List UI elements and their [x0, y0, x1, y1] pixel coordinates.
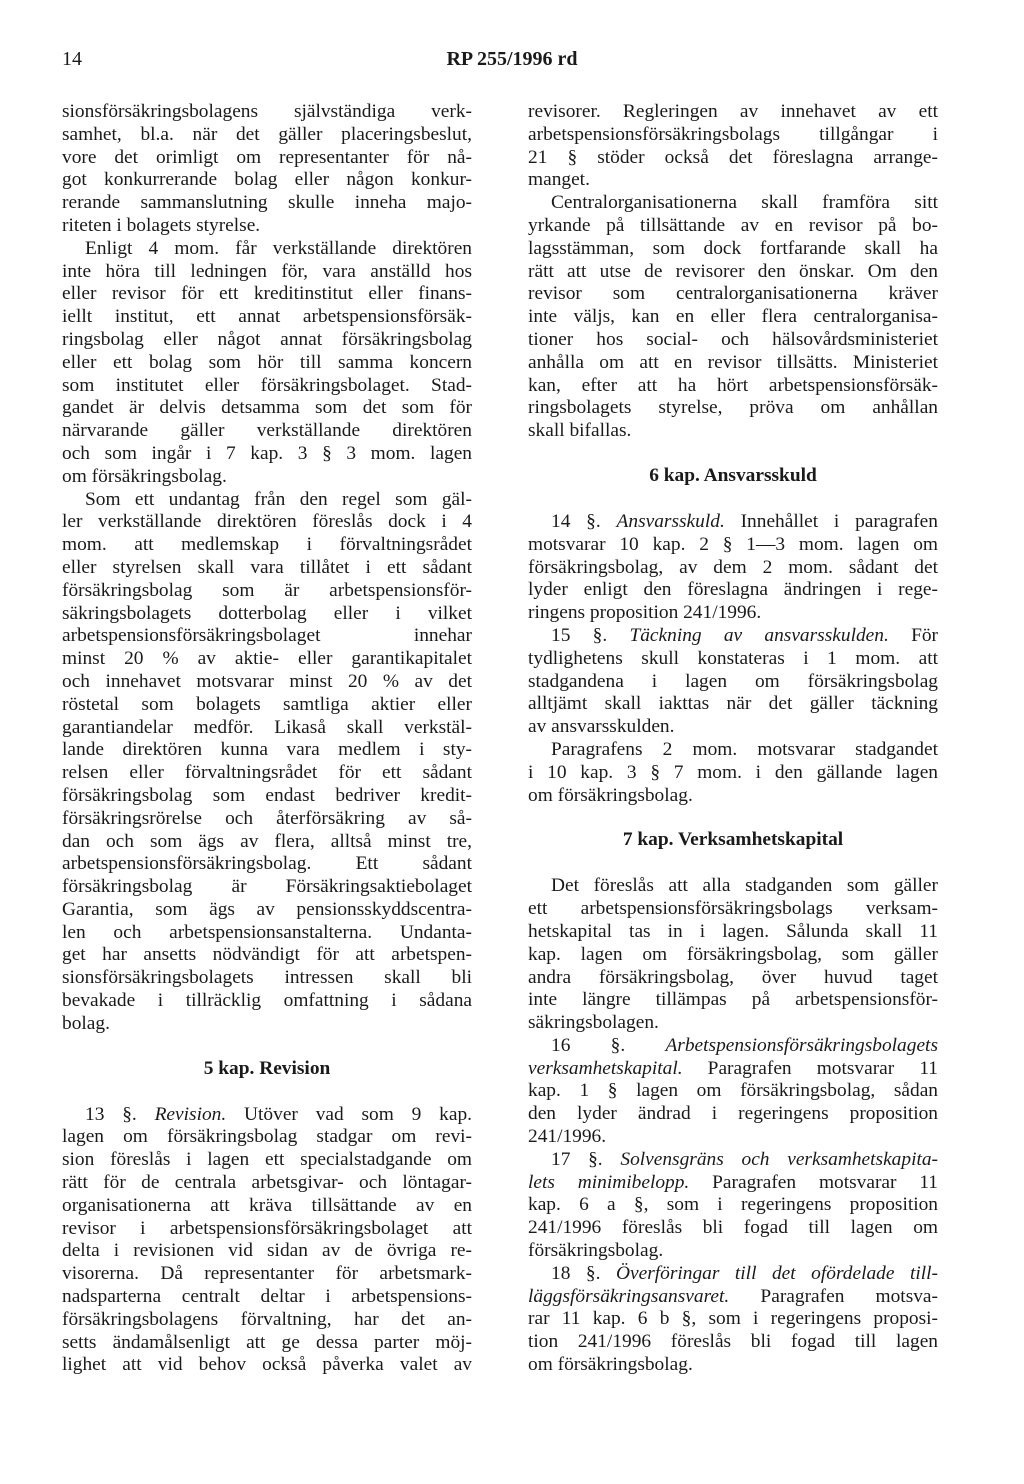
text-line: eller styrelsen skall vara tillåtet i ett sådant: [62, 556, 472, 578]
text-line: kap. 1 § lagen om försäkringsbolag, sådan: [528, 1080, 938, 1102]
text-line: stadgandena i lagen om försäkringsbolag: [528, 670, 938, 692]
text-line: och innehavet motsvarar minst 20 % av det: [62, 670, 472, 692]
text-line: Det föreslås att alla stadganden som gäller: [551, 875, 938, 897]
right-column: [528, 101, 938, 1377]
text-line: dan och som ägs av flera, alltså minst tre,: [62, 830, 472, 852]
text-line: skall bifallas.: [528, 420, 632, 442]
text-line: arbetspensionsförsäkringsbolags tillgångar i: [528, 123, 938, 145]
paragraph-title: verksamhetskapital.: [528, 1057, 683, 1079]
text-line: sion föreslås i lagen ett specialstadgande om: [62, 1149, 472, 1171]
paragraph-number: 14 §.: [551, 510, 601, 532]
text-line: och som ingår i 7 kap. 3 § 3 mom. lagen: [62, 442, 472, 464]
text-line: tioner hos social- och hälsovårdsministeriet: [528, 328, 938, 350]
paragraph-number: 13 §.: [85, 1103, 137, 1125]
text-line: riteten i bolagets styrelse.: [62, 214, 261, 236]
paragraph-title: Solvensgräns och verksamhetskapita-: [620, 1148, 938, 1170]
text-line: get har ansetts nödvändigt för att arbetspen-: [62, 944, 472, 966]
text-line: [528, 1035, 938, 1058]
text-line: iellt institut, ett annat arbetspensionsförsäk-: [62, 306, 472, 328]
text-line: om försäkringsbolag.: [62, 465, 227, 487]
text-line: eller revisor för ett kreditinstitut eller finans-: [62, 283, 472, 305]
paragraph-number: 17 §.: [551, 1148, 603, 1170]
text-line: ringsbolag eller något annat försäkringsbolag: [62, 328, 472, 350]
text-line: alltjämt skall iakttas när det gäller täckning: [528, 693, 938, 715]
text-line: visorerna. Då representanter för arbetsmark-: [62, 1263, 472, 1285]
text-line: kap. lagen om försäkringsbolag, som gäller: [528, 943, 938, 965]
paragraph-title: lets minimibelopp.: [528, 1171, 690, 1193]
text-line: av ansvarsskulden.: [528, 716, 675, 738]
text-line: röstetal som bolagets samtliga aktier eller: [62, 693, 472, 715]
text-line: sionsförsäkringsbolagets intressen skall bli: [62, 967, 472, 989]
paragraph-text: Innehållet i paragrafen: [740, 510, 938, 532]
text-line: den lyder ändrad i regeringens proposition: [528, 1103, 938, 1125]
text-line: setts ändamålsenligt att ge dessa parter möj-: [62, 1331, 472, 1353]
text-line: som institutet eller försäkringsbolaget. Stad-: [62, 374, 472, 396]
text-line: sionsförsäkringsbolagens självständiga verk-: [62, 101, 472, 122]
paragraph-number: 15 §.: [551, 624, 608, 646]
text-line: försäkringsbolagens förvaltning, har det an-: [62, 1308, 472, 1330]
text-line: minst 20 % av aktie- eller garantikapitalet: [62, 648, 472, 670]
text-line: [62, 1104, 472, 1127]
text-line: rerande sammanslutning skulle inneha majo-: [62, 192, 472, 214]
paragraph-title: Arbetspensionsförsäkringsbolagets: [665, 1034, 938, 1056]
text-line: mom. att medlemskap i förvaltningsrådet: [62, 534, 472, 556]
paragraph-text: Paragrafen motsvarar 11: [707, 1057, 938, 1079]
text-line: lagsstämman, som dock fortfarande skall ha: [528, 237, 938, 259]
text-line: bolag.: [62, 1012, 110, 1034]
text-line: gandet är delvis detsamma som det som för: [62, 397, 472, 419]
text-line: garantiandelar medför. Likaså skall verkstäl-: [62, 716, 472, 738]
text-line: organisationerna att kräva tillsättande av en: [62, 1194, 472, 1216]
paragraph-title: Täckning av ansvarsskulden.: [629, 624, 889, 646]
text-line: [528, 1172, 938, 1195]
text-line: försäkringsbolag.: [528, 1240, 664, 1262]
text-line: hetskapital tas in i lagen. Sålunda skall 11: [528, 920, 938, 942]
paragraph-text: Paragrafen motsva-: [760, 1285, 938, 1307]
text-line: närvarande gäller verkställande direktören: [62, 420, 472, 442]
text-line: [528, 1263, 938, 1286]
text-line: relsen eller förvaltningsrådet för ett sådant: [62, 762, 472, 784]
paragraph-title: Revision.: [154, 1103, 227, 1125]
text-line: inte väljs, kan en eller flera centralorganisa-: [528, 306, 938, 328]
text-line: försäkringsbolag, av dem 2 mom. sådant det: [528, 556, 938, 578]
text-line: säkringsbolagen.: [528, 1012, 659, 1034]
text-line: got konkurrerande bolag eller någon konkur-: [62, 169, 472, 191]
text-line: motsvarar 10 kap. 2 § 1—3 mom. lagen om: [528, 533, 938, 555]
text-line: [528, 511, 938, 534]
paragraph-title: läggsförsäkringsansvaret.: [528, 1285, 730, 1307]
text-line: 241/1996.: [528, 1126, 607, 1148]
paragraph-title: Ansvarsskuld.: [616, 510, 725, 532]
text-line: [528, 1149, 938, 1172]
text-line: manget.: [528, 169, 590, 191]
text-line: inte längre tillämpas på arbetspensionsför-: [528, 989, 938, 1011]
text-line: revisor som centralorganisationerna kräver: [528, 283, 938, 305]
text-line: inte höra till ledningen för, vara anställd hos: [62, 260, 472, 282]
paragraph-number: 16 §.: [551, 1034, 626, 1056]
text-line: lagen om försäkringsbolag stadgar om revi-: [62, 1126, 472, 1148]
paragraph-number: 18 §.: [551, 1262, 601, 1284]
text-line: vore det orimligt om representanter för nå-: [62, 146, 472, 168]
text-line: Centralorganisationerna skall framföra sitt: [551, 192, 938, 214]
text-line: Paragrafens 2 mom. motsvarar stadgandet: [551, 738, 938, 760]
text-line: kap. 6 a §, som i regeringens proposition: [528, 1194, 938, 1216]
paragraph-title: Överföringar till det ofördelade till-: [615, 1262, 938, 1284]
text-line: Som ett undantag från den regel som gäl-: [85, 488, 472, 510]
text-line: eller ett bolag som hör till samma koncern: [62, 351, 472, 373]
text-line: i 10 kap. 3 § 7 mom. i den gällande lagen: [528, 761, 938, 783]
text-line: tion 241/1996 föreslås bli fogad till lagen: [528, 1331, 938, 1353]
text-line: nadsparterna centralt deltar i arbetspensions-: [62, 1286, 472, 1308]
text-line: 241/1996 föreslås bli fogad till lagen om: [528, 1217, 938, 1239]
text-line: lighet att vid behov också påverka valet av: [62, 1354, 472, 1376]
paragraph-text: Utöver vad som 9 kap.: [244, 1103, 472, 1125]
text-line: tydlighetens skull konstateras i 1 mom. att: [528, 647, 938, 669]
text-line: försäkringsbolag är Försäkringsaktiebolaget: [62, 876, 472, 898]
text-line: delta i revisionen vid sidan av de övriga re-: [62, 1240, 472, 1262]
section-heading: 5 kap. Revision: [203, 1057, 331, 1079]
text-line: bevakade i tillräcklig omfattning i sådana: [62, 990, 472, 1012]
text-line: arbetspensionsförsäkringsbolag. Ett sådant: [62, 853, 472, 875]
running-head: RP 255/1996 rd: [446, 48, 578, 70]
text-line: försäkringsbolag som är arbetspensionsför-: [62, 579, 472, 601]
text-line: arbetspensionsförsäkringsbolaget innehar: [62, 625, 472, 647]
section-heading: 7 kap. Verksamhetskapital: [622, 829, 844, 851]
text-line: lande direktören kunna vara medlem i sty-: [62, 739, 472, 761]
page-number: 14: [62, 48, 82, 70]
text-line: len och arbetspensionsanstalterna. Undanta-: [62, 921, 472, 943]
text-line: försäkringsbolag som endast bedriver kredit-: [62, 784, 472, 806]
text-line: ler verkställande direktören föreslås dock i 4: [62, 511, 472, 533]
text-line: ringsbolagets styrelse, pröva om anhållan: [528, 397, 938, 419]
text-line: försäkringsrörelse och återförsäkring av så-: [62, 807, 472, 829]
text-line: kan, efter att ha hört arbetspensionsförsäk-: [528, 374, 938, 396]
text-line: yrkande på tillsättande av en revisor på bo-: [528, 214, 938, 236]
text-line: säkringsbolagets dotterbolag eller i vilket: [62, 602, 472, 624]
text-line: [528, 1058, 938, 1081]
text-line: samhet, bl.a. när det gäller placeringsbeslut,: [62, 123, 472, 145]
text-line: Enligt 4 mom. får verkställande direktören: [85, 237, 472, 259]
text-line: [528, 1286, 938, 1309]
text-line: anhålla om att en revisor tillsätts. Ministeriet: [528, 351, 938, 373]
paragraph-text: Paragrafen motsvarar 11: [712, 1171, 938, 1193]
text-line: 21 § stöder också det föreslagna arrange-: [528, 146, 938, 168]
text-line: [528, 625, 938, 648]
text-line: ett arbetspensionsförsäkringsbolags verksam-: [528, 898, 938, 920]
text-line: revisorer. Regleringen av innehavet av ett: [528, 101, 938, 122]
text-line: revisor i arbetspensionsförsäkringsbolaget att: [62, 1217, 472, 1239]
text-line: om försäkringsbolag.: [528, 1354, 693, 1376]
text-line: om försäkringsbolag.: [528, 784, 693, 806]
left-column: [62, 101, 472, 1377]
text-line: ringens proposition 241/1996.: [528, 602, 762, 624]
text-line: rätt för de centrala arbetsgivar- och löntagar-: [62, 1172, 472, 1194]
text-line: rätt att utse de revisorer den önskar. Om den: [528, 260, 938, 282]
text-line: lyder enligt den föreslagna ändringen i rege-: [528, 579, 938, 601]
page-header: [62, 48, 962, 80]
paragraph-text: För: [911, 624, 938, 646]
text-line: andra försäkringsbolag, över huvud taget: [528, 966, 938, 988]
text-line: Garantia, som ägs av pensionsskyddscentra-: [62, 898, 472, 920]
section-heading: 6 kap. Ansvarsskuld: [649, 464, 817, 486]
text-line: rar 11 kap. 6 b §, som i regeringens proposi-: [528, 1308, 938, 1330]
